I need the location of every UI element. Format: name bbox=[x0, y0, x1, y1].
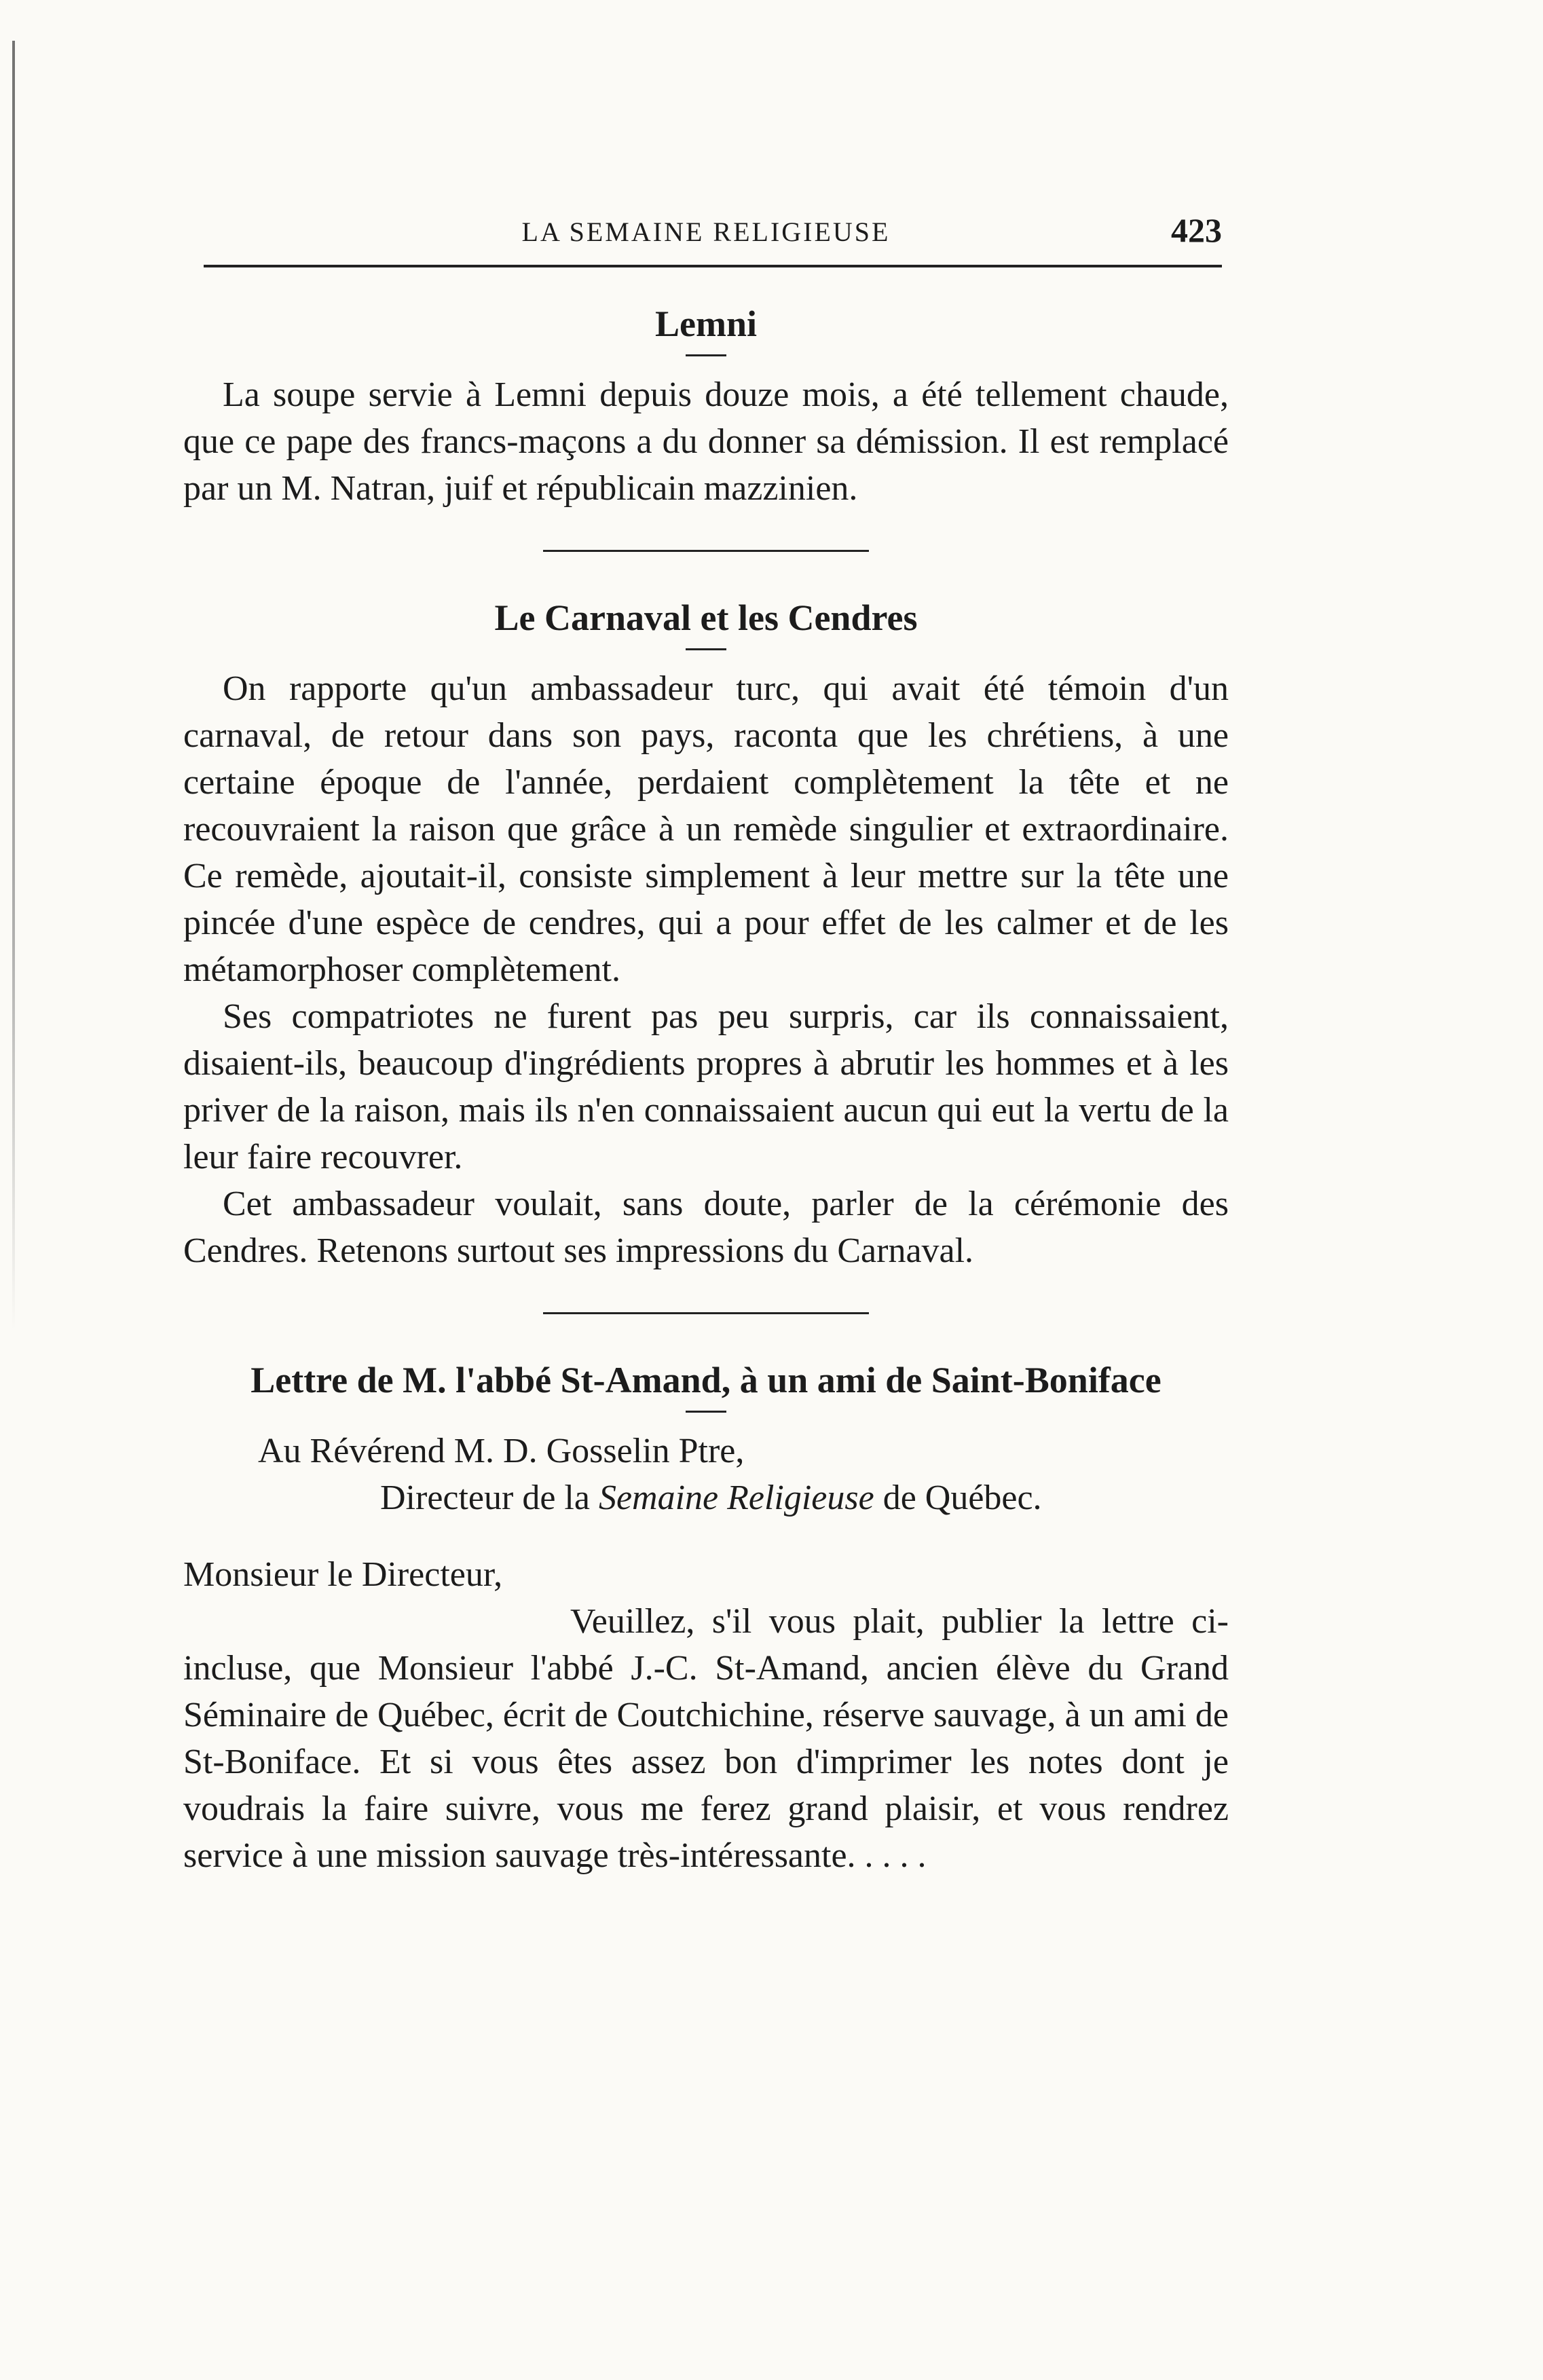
article-title: Lemni bbox=[654, 303, 757, 344]
address-line-1: Au Révérend M. D. Gosselin Ptre, bbox=[258, 1432, 745, 1470]
binding-edge bbox=[12, 41, 15, 1331]
section-separator bbox=[543, 1312, 869, 1314]
letter-body: Veuillez, s'il vous plait, publier la lettre ci-incluse, que Monsieur l'abbé J.-C. St-Amand, ancien élève du Grand Séminaire de Québec, écrit de Coutchichine, réserve sauvage, à un ami de St-Boniface. Et si vous êtes assez bon d'imprimer les notes dont je voudrais la faire suivre, vous me ferez grand plaisir, et vous rendrez service à une mission sauvage très-intéressante. . . . . bbox=[183, 1602, 1229, 1875]
running-title: LA SEMAINE RELIGIEUSE bbox=[521, 217, 891, 247]
paragraph: Ses compatriotes ne furent pas peu surpris, car ils connaissaient, disaient-ils, beaucoup d'ingrédients propres à abrutir les hommes et à les priver de la raison, mais ils n'en connaissaient aucun qui eut la vertu de la leur faire recouvrer. bbox=[183, 997, 1229, 1176]
article-title: Le Carnaval et les Cendres bbox=[494, 597, 918, 638]
running-head bbox=[183, 204, 1229, 258]
paragraph: Cet ambassadeur voulait, sans doute, parler de la cérémonie des Cendres. Retenons surtout ses impressions du Carnaval. bbox=[183, 1185, 1229, 1270]
article-lemni bbox=[183, 303, 1229, 512]
page-number: 423 bbox=[1171, 211, 1222, 249]
title-dash bbox=[686, 1411, 726, 1413]
title-dash bbox=[686, 354, 726, 356]
page bbox=[183, 204, 1229, 1879]
article-title: Lettre de M. l'abbé St-Amand, à un ami de Saint-Boniface bbox=[250, 1360, 1161, 1400]
header-rule bbox=[204, 265, 1222, 267]
publication-title: Semaine Religieuse bbox=[598, 1479, 874, 1517]
article-lettre bbox=[183, 1359, 1229, 1879]
address-suffix: de Québec. bbox=[874, 1479, 1042, 1517]
address-prefix: Directeur de la bbox=[380, 1479, 599, 1517]
address-line-2 bbox=[183, 1474, 1229, 1521]
section-separator bbox=[543, 550, 869, 552]
article-carnaval bbox=[183, 597, 1229, 1274]
salutation: Monsieur le Directeur, bbox=[183, 1555, 503, 1594]
paragraph: On rapporte qu'un ambassadeur turc, qui avait été témoin d'un carnaval, de retour dans son pays, raconta que les chrétiens, à une certaine époque de l'année, perdaient complètement la tête et ne recouvraient la raison que grâce à un remède singulier et extraordinaire. Ce remède, ajoutait-il, consiste simplement à leur mettre sur la tête une pincée d'une espèce de cendres, qui a pour effet de les calmer et de les métamorphoser complètement. bbox=[183, 669, 1229, 989]
paragraph: La soupe servie à Lemni depuis douze mois, a été tellement chaude, que ce pape des francs-maçons a du donner sa démission. Il est remplacé par un M. Natran, juif et républicain mazzinien. bbox=[183, 375, 1229, 508]
title-dash bbox=[686, 648, 726, 650]
